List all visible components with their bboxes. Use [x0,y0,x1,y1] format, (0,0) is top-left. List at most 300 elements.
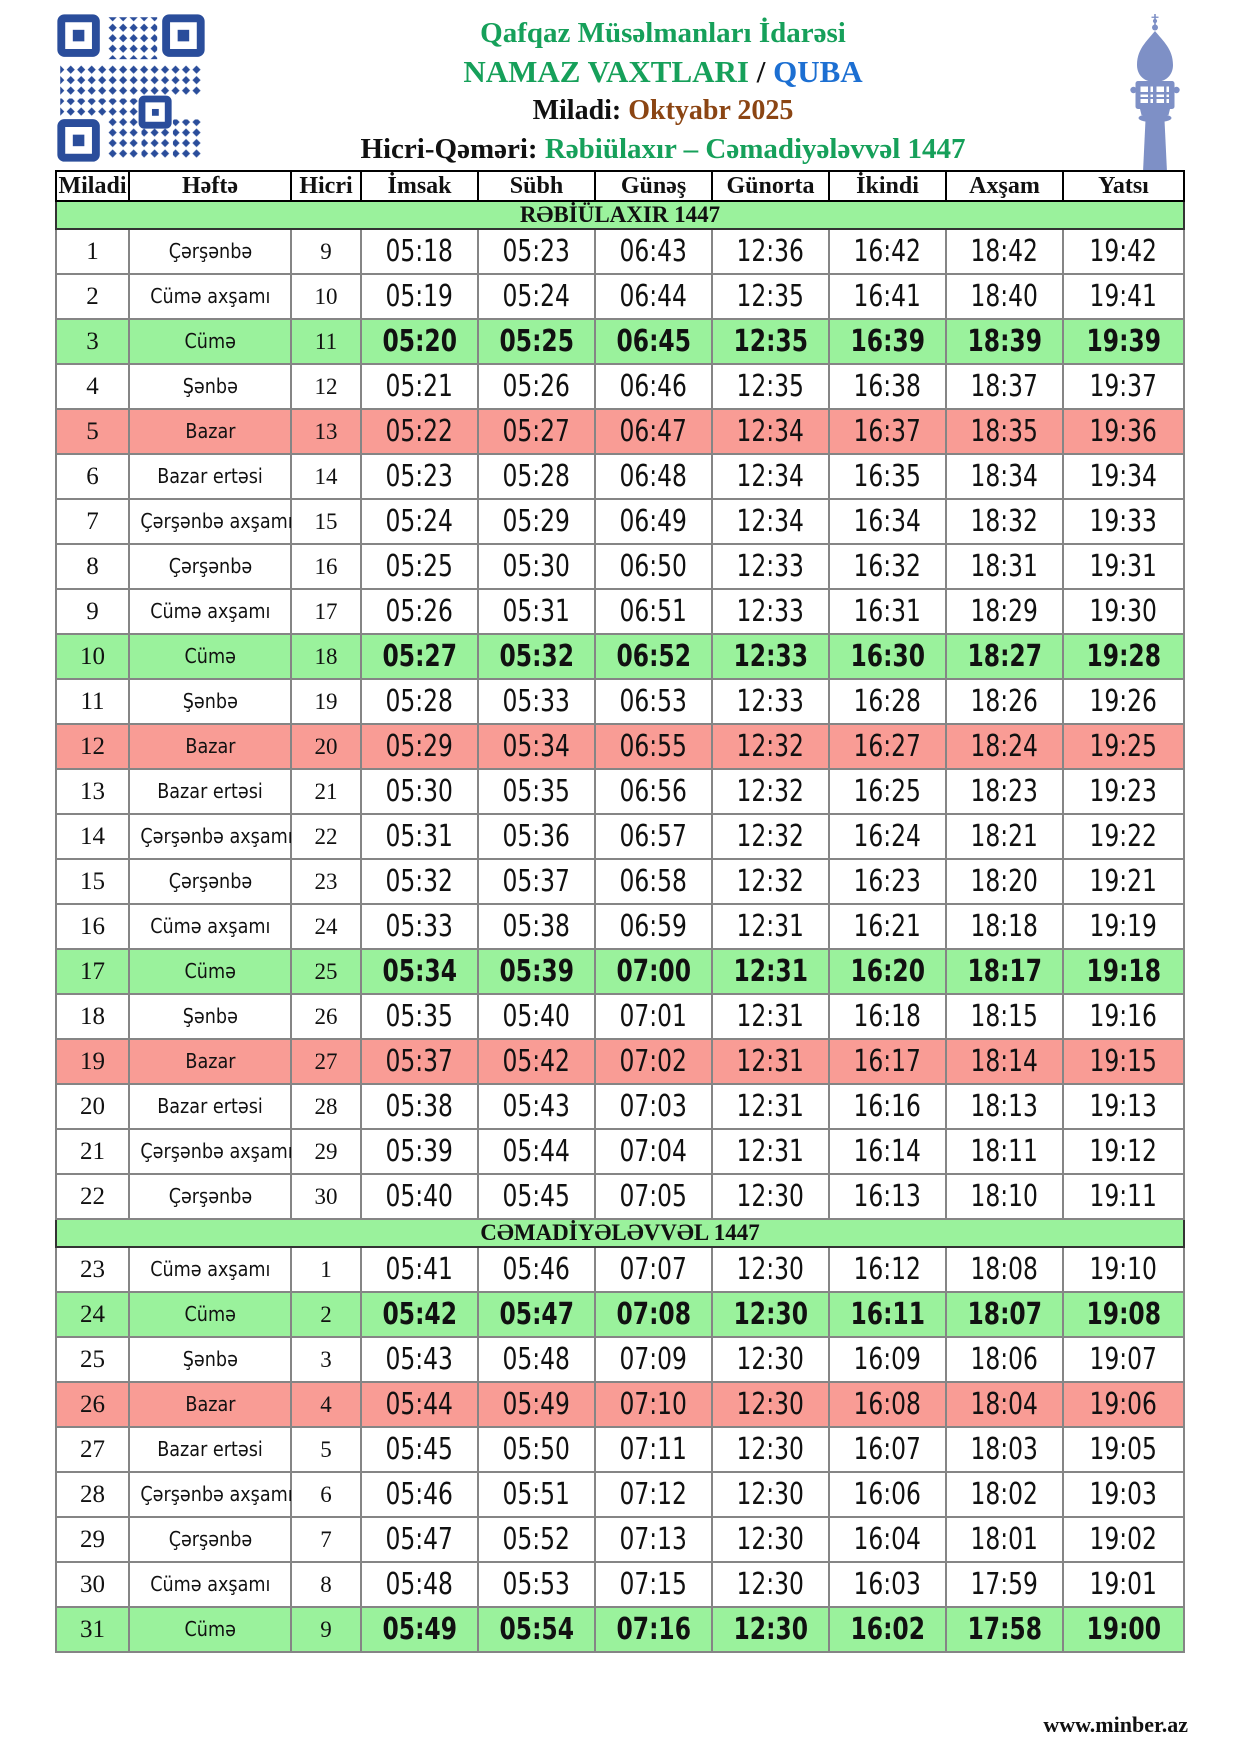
title-separator: / [748,54,774,90]
time-cell: 05:42 [361,1292,478,1337]
time-cell: 05:47 [478,1292,595,1337]
time-cell: 12:31 [712,1129,829,1174]
weekday-cell: Bazar [129,409,291,454]
time-cell: 12:30 [712,1562,829,1607]
time-cell: 07:12 [595,1472,712,1517]
time-cell: 06:52 [595,634,712,679]
hicri-cell: 28 [291,1084,361,1129]
time-cell: 12:30 [712,1472,829,1517]
time-cell: 18:18 [946,904,1063,949]
miladi-cell: 26 [56,1382,129,1427]
weekday-cell: Cümə [129,1607,291,1652]
time-cell: 19:31 [1063,544,1184,589]
miladi-cell: 15 [56,859,129,904]
time-cell: 16:35 [829,454,946,499]
time-cell: 12:30 [712,1382,829,1427]
weekday-cell: Çərşənbə axşamı [129,1472,291,1517]
column-header: Həftə [129,171,291,201]
time-cell: 06:43 [595,229,712,274]
time-cell: 16:32 [829,544,946,589]
time-cell: 19:30 [1063,589,1184,634]
time-cell: 06:55 [595,724,712,769]
time-cell: 05:32 [478,634,595,679]
time-cell: 05:26 [478,364,595,409]
time-cell: 16:24 [829,814,946,859]
column-header: Hicri [291,171,361,201]
hicri-cell: 2 [291,1292,361,1337]
time-cell: 05:38 [478,904,595,949]
time-cell: 07:05 [595,1174,712,1219]
day-row [56,544,1184,589]
time-cell: 18:04 [946,1382,1063,1427]
miladi-cell: 30 [56,1562,129,1607]
time-cell: 05:35 [361,994,478,1039]
time-cell: 19:28 [1063,634,1184,679]
time-cell: 05:28 [361,679,478,724]
time-cell: 05:52 [478,1517,595,1562]
time-cell: 05:44 [361,1382,478,1427]
miladi-cell: 17 [56,949,129,994]
time-cell: 16:07 [829,1427,946,1472]
miladi-cell: 3 [56,319,129,364]
day-row [56,364,1184,409]
time-cell: 17:58 [946,1607,1063,1652]
miladi-cell: 16 [56,904,129,949]
time-cell: 16:23 [829,859,946,904]
column-header: Sübh [478,171,595,201]
time-cell: 12:34 [712,409,829,454]
day-row [56,1427,1184,1472]
time-cell: 19:12 [1063,1129,1184,1174]
time-cell: 19:00 [1063,1607,1184,1652]
time-cell: 19:08 [1063,1292,1184,1337]
column-header: Günəş [595,171,712,201]
time-cell: 12:30 [712,1607,829,1652]
column-header: Axşam [946,171,1063,201]
time-cell: 12:35 [712,319,829,364]
time-cell: 05:31 [478,589,595,634]
time-cell: 12:32 [712,859,829,904]
hicri-cell: 30 [291,1174,361,1219]
time-cell: 05:30 [361,769,478,814]
time-cell: 19:19 [1063,904,1184,949]
time-cell: 05:46 [478,1247,595,1292]
time-cell: 18:15 [946,994,1063,1039]
time-cell: 12:30 [712,1517,829,1562]
time-cell: 18:27 [946,634,1063,679]
time-cell: 19:16 [1063,994,1184,1039]
miladi-cell: 6 [56,454,129,499]
time-cell: 05:45 [478,1174,595,1219]
time-cell: 18:40 [946,274,1063,319]
hicri-cell: 26 [291,994,361,1039]
time-cell: 18:10 [946,1174,1063,1219]
weekday-cell: Cümə [129,949,291,994]
time-cell: 12:30 [712,1174,829,1219]
time-cell: 06:53 [595,679,712,724]
time-cell: 19:41 [1063,274,1184,319]
miladi-cell: 4 [56,364,129,409]
time-cell: 16:09 [829,1337,946,1382]
time-cell: 05:44 [478,1129,595,1174]
weekday-cell: Çərşənbə [129,1517,291,1562]
miladi-cell: 5 [56,409,129,454]
time-cell: 16:42 [829,229,946,274]
weekday-cell: Cümə [129,319,291,364]
day-row [56,949,1184,994]
miladi-cell: 13 [56,769,129,814]
miladi-cell: 11 [56,679,129,724]
time-cell: 05:42 [478,1039,595,1084]
time-cell: 05:28 [478,454,595,499]
time-cell: 18:26 [946,679,1063,724]
weekday-cell: Cümə axşamı [129,274,291,319]
day-row [56,724,1184,769]
day-row [56,409,1184,454]
day-row [56,679,1184,724]
website-footer: www.minber.az [1043,1712,1188,1737]
time-cell: 19:33 [1063,499,1184,544]
miladi-cell: 29 [56,1517,129,1562]
time-cell: 05:20 [361,319,478,364]
column-header-row [56,171,1184,201]
time-cell: 07:16 [595,1607,712,1652]
miladi-cell: 22 [56,1174,129,1219]
weekday-cell: Bazar ertəsi [129,769,291,814]
time-cell: 19:11 [1063,1174,1184,1219]
day-row [56,904,1184,949]
hicri-cell: 8 [291,1562,361,1607]
section-band [56,1219,1184,1247]
day-row [56,1084,1184,1129]
time-cell: 18:23 [946,769,1063,814]
time-cell: 05:36 [478,814,595,859]
day-row [56,769,1184,814]
time-cell: 05:39 [478,949,595,994]
miladi-cell: 9 [56,589,129,634]
time-cell: 05:34 [478,724,595,769]
minaret-icon [1119,12,1191,172]
column-header: Yatsı [1063,171,1184,201]
time-cell: 05:53 [478,1562,595,1607]
time-cell: 05:40 [361,1174,478,1219]
time-cell: 05:24 [361,499,478,544]
time-cell: 19:02 [1063,1517,1184,1562]
time-cell: 16:21 [829,904,946,949]
weekday-cell: Çərşənbə axşamı [129,814,291,859]
hicri-cell: 4 [291,1382,361,1427]
day-row [56,229,1184,274]
time-cell: 16:06 [829,1472,946,1517]
hicri-value: Rəbiülaxır – Cəmadiyələvvəl 1447 [544,133,966,166]
time-cell: 18:39 [946,319,1063,364]
hicri-cell: 27 [291,1039,361,1084]
day-row [56,454,1184,499]
time-cell: 12:34 [712,454,829,499]
time-cell: 18:20 [946,859,1063,904]
time-cell: 16:31 [829,589,946,634]
day-row [56,1337,1184,1382]
time-cell: 19:36 [1063,409,1184,454]
time-cell: 16:03 [829,1562,946,1607]
time-cell: 18:21 [946,814,1063,859]
time-cell: 05:43 [361,1337,478,1382]
time-cell: 18:07 [946,1292,1063,1337]
column-header: Miladi [56,171,129,201]
time-cell: 18:17 [946,949,1063,994]
weekday-cell: Çərşənbə [129,229,291,274]
weekday-cell: Şənbə [129,1337,291,1382]
time-cell: 18:14 [946,1039,1063,1084]
time-cell: 05:50 [478,1427,595,1472]
miladi-cell: 14 [56,814,129,859]
time-cell: 05:40 [478,994,595,1039]
time-cell: 05:54 [478,1607,595,1652]
time-cell: 05:49 [361,1607,478,1652]
weekday-cell: Cümə axşamı [129,904,291,949]
time-cell: 16:16 [829,1084,946,1129]
time-cell: 19:37 [1063,364,1184,409]
day-row [56,1517,1184,1562]
miladi-cell: 2 [56,274,129,319]
time-cell: 05:32 [361,859,478,904]
miladi-label: Miladi: [532,95,629,127]
time-cell: 19:34 [1063,454,1184,499]
miladi-cell: 18 [56,994,129,1039]
miladi-cell: 28 [56,1472,129,1517]
time-cell: 12:30 [712,1337,829,1382]
time-cell: 05:24 [478,274,595,319]
day-row [56,859,1184,904]
weekday-cell: Cümə [129,634,291,679]
time-cell: 05:29 [361,724,478,769]
time-cell: 06:50 [595,544,712,589]
time-cell: 05:27 [478,409,595,454]
weekday-cell: Şənbə [129,994,291,1039]
time-cell: 12:35 [712,274,829,319]
time-cell: 12:31 [712,1084,829,1129]
prayer-times-table [55,170,1185,1653]
hicri-label: Hicri-Qəməri: [360,133,545,166]
weekday-cell: Çərşənbə [129,1174,291,1219]
weekday-cell: Bazar ertəsi [129,454,291,499]
time-cell: 18:42 [946,229,1063,274]
time-cell: 05:41 [361,1247,478,1292]
day-row [56,994,1184,1039]
day-row [56,319,1184,364]
time-cell: 16:04 [829,1517,946,1562]
time-cell: 18:08 [946,1247,1063,1292]
city-name: QUBA [773,54,863,90]
hicri-cell: 12 [291,364,361,409]
weekday-cell: Cümə axşamı [129,1562,291,1607]
weekday-cell: Şənbə [129,364,291,409]
time-cell: 16:25 [829,769,946,814]
time-cell: 19:01 [1063,1562,1184,1607]
time-cell: 12:33 [712,544,829,589]
time-cell: 19:42 [1063,229,1184,274]
miladi-cell: 31 [56,1607,129,1652]
time-cell: 16:38 [829,364,946,409]
qr-code-icon [55,12,207,164]
title-block [207,12,1119,168]
hicri-cell: 1 [291,1247,361,1292]
weekday-cell: Bazar ertəsi [129,1427,291,1472]
weekday-cell: Bazar ertəsi [129,1084,291,1129]
miladi-cell: 25 [56,1337,129,1382]
time-cell: 07:09 [595,1337,712,1382]
day-row [56,1039,1184,1084]
hicri-cell: 3 [291,1337,361,1382]
time-cell: 12:30 [712,1292,829,1337]
time-cell: 12:31 [712,904,829,949]
day-row [56,1174,1184,1219]
time-cell: 16:27 [829,724,946,769]
day-row [56,589,1184,634]
time-cell: 16:41 [829,274,946,319]
time-cell: 07:07 [595,1247,712,1292]
time-cell: 12:30 [712,1247,829,1292]
time-cell: 06:51 [595,589,712,634]
miladi-cell: 8 [56,544,129,589]
hicri-cell: 25 [291,949,361,994]
time-cell: 19:22 [1063,814,1184,859]
column-header: İkindi [829,171,946,201]
hicri-cell: 10 [291,274,361,319]
miladi-cell: 1 [56,229,129,274]
column-header: Günorta [712,171,829,201]
day-row [56,274,1184,319]
time-cell: 16:12 [829,1247,946,1292]
hicri-cell: 7 [291,1517,361,1562]
hicri-cell: 17 [291,589,361,634]
time-cell: 05:46 [361,1472,478,1517]
time-cell: 18:13 [946,1084,1063,1129]
time-cell: 16:13 [829,1174,946,1219]
section-title: CƏMADİYƏLƏVVƏL 1447 [56,1219,1184,1247]
column-header: İmsak [361,171,478,201]
time-cell: 07:01 [595,994,712,1039]
hicri-cell: 11 [291,319,361,364]
time-cell: 19:18 [1063,949,1184,994]
miladi-cell: 21 [56,1129,129,1174]
table-header [56,171,1184,201]
weekday-cell: Cümə [129,1292,291,1337]
day-row [56,1129,1184,1174]
weekday-cell: Çərşənbə axşamı [129,1129,291,1174]
organization-title: Qafqaz Müsəlmanları İdarəsi [480,17,846,49]
time-cell: 19:03 [1063,1472,1184,1517]
day-row [56,634,1184,679]
time-cell: 05:33 [478,679,595,724]
weekday-cell: Cümə axşamı [129,589,291,634]
time-cell: 06:48 [595,454,712,499]
weekday-cell: Çərşənbə axşamı [129,499,291,544]
time-cell: 07:11 [595,1427,712,1472]
hicri-cell: 23 [291,859,361,904]
time-cell: 05:29 [478,499,595,544]
time-cell: 12:34 [712,499,829,544]
time-cell: 19:26 [1063,679,1184,724]
miladi-cell: 24 [56,1292,129,1337]
time-cell: 12:32 [712,814,829,859]
time-cell: 12:31 [712,949,829,994]
time-cell: 07:10 [595,1382,712,1427]
time-cell: 16:08 [829,1382,946,1427]
hicri-cell: 21 [291,769,361,814]
hicri-cell: 19 [291,679,361,724]
time-cell: 19:39 [1063,319,1184,364]
miladi-cell: 10 [56,634,129,679]
time-cell: 05:21 [361,364,478,409]
miladi-cell: 7 [56,499,129,544]
time-cell: 05:19 [361,274,478,319]
time-cell: 06:46 [595,364,712,409]
time-cell: 05:38 [361,1084,478,1129]
weekday-cell: Şənbə [129,679,291,724]
time-cell: 18:32 [946,499,1063,544]
time-cell: 05:49 [478,1382,595,1427]
day-row [56,1472,1184,1517]
hicri-cell: 6 [291,1472,361,1517]
time-cell: 05:26 [361,589,478,634]
day-row [56,1247,1184,1292]
time-cell: 18:24 [946,724,1063,769]
table-body [56,201,1184,1652]
time-cell: 19:05 [1063,1427,1184,1472]
hicri-cell: 24 [291,904,361,949]
header [55,12,1195,168]
time-cell: 16:28 [829,679,946,724]
hijri-line [207,130,1119,168]
miladi-cell: 20 [56,1084,129,1129]
time-cell: 12:33 [712,634,829,679]
time-cell: 16:30 [829,634,946,679]
time-cell: 18:34 [946,454,1063,499]
time-cell: 12:32 [712,769,829,814]
day-row [56,1292,1184,1337]
weekday-cell: Bazar [129,724,291,769]
day-row [56,814,1184,859]
time-cell: 12:31 [712,994,829,1039]
time-cell: 16:11 [829,1292,946,1337]
time-cell: 19:10 [1063,1247,1184,1292]
hicri-cell: 29 [291,1129,361,1174]
time-cell: 05:33 [361,904,478,949]
miladi-cell: 19 [56,1039,129,1084]
time-cell: 05:45 [361,1427,478,1472]
time-cell: 05:43 [478,1084,595,1129]
time-cell: 06:45 [595,319,712,364]
time-cell: 18:31 [946,544,1063,589]
time-cell: 06:44 [595,274,712,319]
time-cell: 18:01 [946,1517,1063,1562]
section-band [56,201,1184,229]
time-cell: 05:18 [361,229,478,274]
weekday-cell: Çərşənbə [129,544,291,589]
time-cell: 07:00 [595,949,712,994]
time-cell: 16:18 [829,994,946,1039]
time-cell: 05:27 [361,634,478,679]
time-cell: 06:47 [595,409,712,454]
time-cell: 05:47 [361,1517,478,1562]
time-cell: 16:14 [829,1129,946,1174]
time-cell: 12:31 [712,1039,829,1084]
day-row [56,1607,1184,1652]
time-cell: 05:51 [478,1472,595,1517]
day-row [56,1562,1184,1607]
time-cell: 18:35 [946,409,1063,454]
